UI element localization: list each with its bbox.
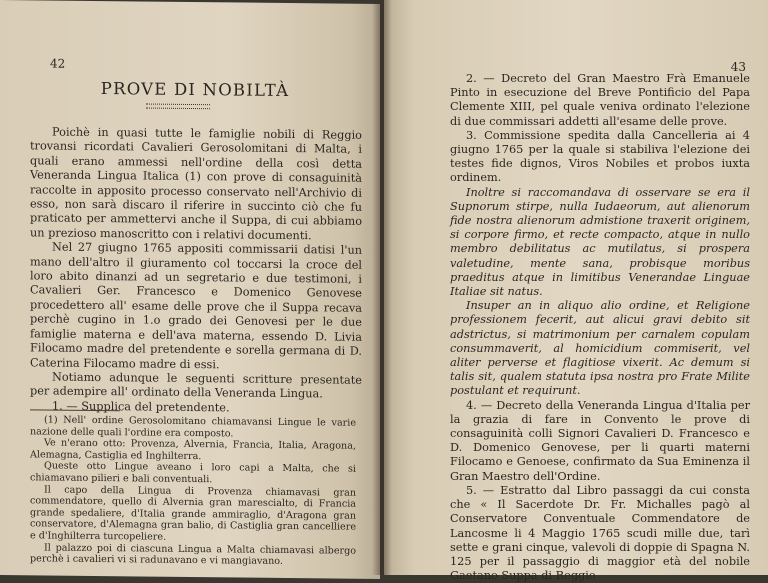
footnote: Il capo della Lingua di Provenza chiamavasi gran commendatore, quello di Alvernia gran marescialto, di Francia grande spedaliere, d'Italia grande ammiraglio, d'Aragona gran conservatore, d'Alemagna gran balio, di Castiglia gran cancelliere e d'Inghilterra turcopeliere. (30, 484, 356, 543)
page-number-right: 43 (730, 60, 746, 74)
latin-paragraph: Insuper an in aliquo alio ordine, et Religione professionem fecerit, aut alicui gravi debito sit adstrictus, si matrimonium per carnalem copulam consummaverit, al homicidium commiserit, vel aliter perverse et flagitiose vixerit. Ac demum si talis sit, qualem statuta ipsa nostra pro Frate Milite postulant et requirunt. (450, 299, 750, 398)
paragraph: 3. Commissione spedita dalla Cancelleria ai 4 giugno 1765 per la quale si stabiliva l'elezione dei testes fide dignos, Viros Nobiles et probos iuxta ordinem. (450, 128, 750, 185)
right-page (384, 0, 768, 583)
footnote: Ve n'erano otto: Provenza, Alvernia, Francia, Italia, Aragona, Alemagna, Castiglia ed Inghilterra. (30, 437, 356, 462)
footnote: Il palazzo poi di ciascuna Lingua a Malta chiamavasi albergo perchè i cavalieri vi si radunavano e vi mangiavano. (30, 541, 356, 568)
latin-paragraph: Inoltre si raccomandava di osservare se era il Supnorum stirpe, nulla Iudaeorum, aut alienorum fide nostra alienorum admistione traxerit originem, si corpore firmo, et recte compacto, atque in nullo membro debilitatus ac mutilatus, si prospera valetudine, mente sana, probisque moribus praeditus atque in limitibus Venerandae Linguae Italiae sit natus. (450, 185, 750, 299)
footnote: (1) Nell' ordine Gerosolomitano chiamavansi Lingue le varie nazione delle quali l'ordine era composto. (30, 414, 356, 440)
page-number-left: 42 (50, 56, 66, 71)
right-body-text (450, 72, 750, 583)
paragraph: Poichè in quasi tutte le famiglie nobili di Reggio trovansi ricordati Cavalieri Gerosolomitani di Malta, i quali erano ammessi nell'ordine della così detta Veneranda Lingua Italica (1) con prove di consaguinità raccolte in apposito processo conservato nell'Archivio di esso, non sarà discaro il riferire in succinto ciò che fu praticato per ammettervi anche il Suppa, di cui abbiamo un prezioso manoscritto con i relativi documenti. (30, 125, 362, 243)
footnote: Queste otto Lingue aveano i loro capi a Malta, che si chiamavano pilieri e bali conventuali. (30, 460, 356, 486)
paragraph: 5. — Estratto dal Libro passaggi da cui consta che « Il Sacerdote Dr. Fr. Michalles pagò al Conservatore Conventuale Commendatore de Lancosme li 4 Maggio 1765 scudi mille due, tarì sette e grani cinque, valevoli di doppie di Spagna N. 125 per il passaggio di maggior età del nobile Gaetano Suppa di Reggio (450, 483, 750, 583)
paragraph: Nel 27 giugno 1765 appositi commissarii datisi l'un mano dell'altro il giuramento col toccarsi la croce del loro abito dinanzi ad un segretario e due testimoni, i Cavalieri Ger. Francesco e Domenico Genovese procedettero all' esame delle prove che il Suppa recava perchè cugino in 1.o grado dei Genovesi per le due famiglie materna e dell'ava materna, essendo D. Livia Filocamo madre del pretendente e sorella germana di D. Caterina Filocamo madre di essi. (30, 240, 362, 371)
book-gutter (372, 0, 392, 575)
left-body-text (30, 125, 362, 417)
paragraph: Notiamo adunque le seguenti scritture presentate per adempire all' ordinato della Veneranda Lingua. (30, 370, 362, 401)
paragraph: 4. — Decreto della Veneranda Lingua d'Italia per la grazia di fare in Convento le prove di consaguinità colli Signori Cavalieri D. Francesco e D. Domenico Genovese, per li quarti materni Filocamo e Genoese, confirmato da Sua Eminenza il Gran Maestro dell'Ordine. (450, 398, 750, 483)
footnotes (30, 414, 356, 568)
paragraph: 1. — Supplica del pretendente. (52, 399, 230, 415)
page-title: PROVE DI NOBILTÀ (100, 79, 290, 101)
paragraph: 2. — Decreto del Gran Maestro Frà Emanuele Pinto in esecuzione del Breve Pontificio del Papa Clemente XIII, pel quale veniva ordinato l'elezione di due commissari addetti all'esame delle prove. (450, 72, 750, 128)
title-ornament (146, 104, 210, 110)
left-page (0, 0, 380, 579)
